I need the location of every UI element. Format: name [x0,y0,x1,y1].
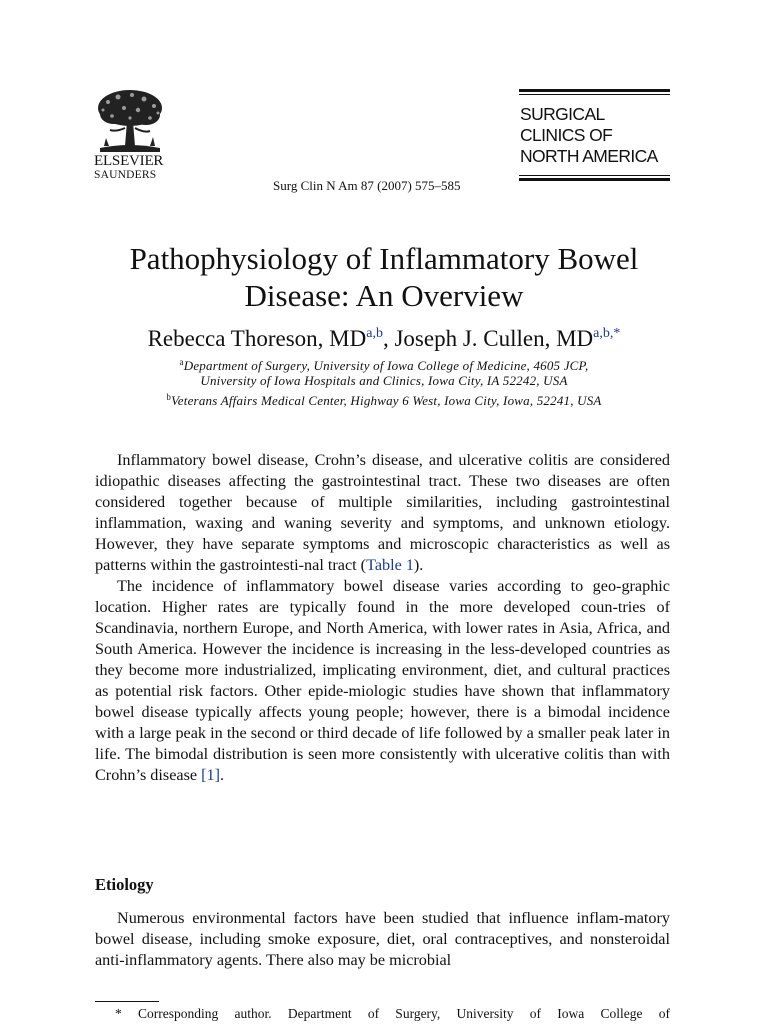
paragraph: Numerous environmental factors have been studied that influence inflam-matory bowel disease, including smoke exposure, diet, oral contraceptives, and nonsteroidal anti-inflammatory agents. There also may be microbial [95,909,670,969]
paragraph [95,450,670,576]
affiliation-text: University of Iowa Hospitals and Clinics, Iowa City, IA 52242, USA [200,373,568,388]
journal-name-line1: SURGICAL [520,104,605,124]
affiliation-b [96,389,672,409]
author-affiliation-mark[interactable]: a,b,* [593,326,621,341]
journal-brand [519,89,670,181]
affiliation-mark: b [166,392,172,402]
section-heading: Etiology [95,875,154,894]
publisher-name: ELSEVIER [94,153,164,169]
affiliation-text: Veterans Affairs Medical Center, Highway 6 West, Iowa City, Iowa, 52241, USA [171,393,602,408]
journal-rule-top [519,89,670,92]
paragraph-text: ). [413,556,424,574]
journal-name [519,95,670,175]
elsevier-tree-icon [94,88,166,154]
article-title-line2: Disease: An Overview [244,278,524,313]
footnote: * Corresponding author. Department of Surgery, University of Iowa College of [115,1006,670,1021]
publisher-imprint: SAUNDERS [94,169,157,181]
article-title-line1: Pathophysiology of Inflammatory Bowel [129,241,639,276]
journal-rule-bottom-thin [519,175,670,176]
affiliation-a-continued [96,372,672,389]
author-affiliation-mark[interactable]: a,b [366,326,383,341]
affiliation-text: Department of Surgery, University of Iowa College of Medicine, 4605 JCP, [183,358,589,373]
author-name: Joseph J. Cullen, MD [394,326,594,351]
journal-rule-bottom [519,178,670,181]
paragraph-text: The incidence of inflammatory bowel disease varies according to geo-graphic location. Higher rates are typically found in the more developed coun-tries of Scandinavia, northern Europe, and North America, with lower rates in Asia, Africa, and South America. However the incidence is increasing in the less-developed countries as they become more industrialized, implicating environment, diet, and cultural practices as potential risk factors. Other epide-miologic studies have shown that inflammatory bowel disease typically affects young people; however, there is a bimodal incidence with a large peak in the second or third decade of life followed by a smaller peak later in life. The bimodal distribution is seen more consistently with ulcerative colitis than with Crohn’s disease [95,577,670,784]
journal-name-line2: CLINICS OF [520,125,613,145]
intro-section [95,450,670,786]
journal-name-line3: NORTH AMERICA [520,146,658,166]
affiliation-a [96,354,672,374]
author-separator: , [382,326,395,351]
paragraph-text: . [219,766,225,784]
affiliation-mark: a [179,357,184,367]
paragraph [95,576,670,786]
footnote-divider [95,1001,159,1002]
citation-reference-link[interactable]: [1] [201,766,220,784]
publisher-logo [94,88,170,181]
paragraph-text: Inflammatory bowel disease, Crohn’s disease, and ulcerative colitis are considered idiopathic diseases affecting the gastrointestinal tract. These two diseases are often considered together because of multiple similarities, including gastrointestinal inflammation, waxing and waning severity and symptoms, and unknown etiology. However, they have separate symptoms and microscopic characteristics as well as patterns within the gastrointesti-nal tract ( [95,451,670,574]
etiology-section [95,908,670,971]
author-list [96,318,672,355]
author-name: Rebecca Thoreson, MD [147,326,367,351]
article-title [96,240,672,314]
journal-citation: Surg Clin N Am 87 (2007) 575–585 [273,178,461,193]
table-reference-link[interactable]: Table 1 [366,556,414,574]
